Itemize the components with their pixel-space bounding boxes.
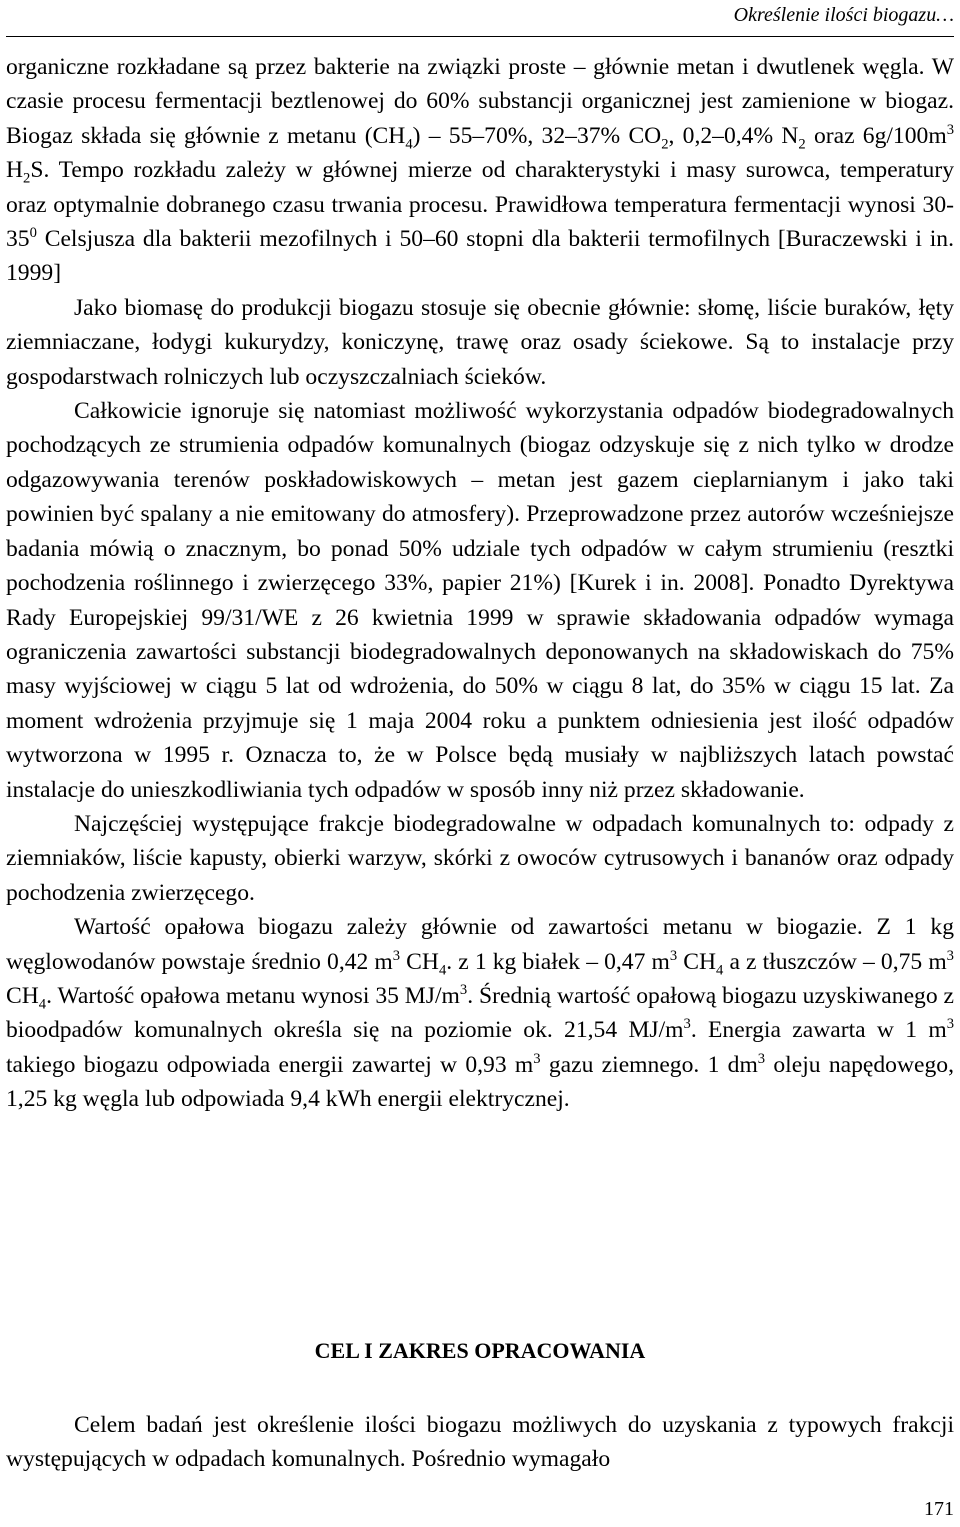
- document-page: [6, 0, 954, 1527]
- main-text: [6, 50, 954, 1117]
- paragraph-1: organiczne rozkładane są przez bakterie na związki proste – głównie metan i dwutlenek węgla. W czasie procesu fermentacji beztlenowej do 60% substancji organicznej jest zamienione w biogaz. Biogaz składa się głównie z metanu $(CH_4) - 55-70\%$, 32–37% $CO_2$, 0,2–0,4% $N_2$ oraz $6g/100m^3$ $H_2S$. Tempo rozkładu zależy w głównej mierze od charakterystyki i masy surowca, temperatury oraz optymalnie dobranego czasu trwania procesu. Prawidłowa temperatura fermentacji wynosi $30-35^0$ Celsjusza dla bakterii mezofilnych i 50–60 stopni dla bakterii termofilnych [Buraczewski i in. 1999]: [6, 54, 954, 287]
- section-text: [6, 1408, 954, 1477]
- paragraph-3: Całkowicie ignoruje się natomiast możliwość wykorzystania odpadów biodegradowalnych pochodzących ze strumienia odpadów komunalnych (biogaz odzyskuje się z nich tylko w drodze odgazowywania terenów poskładowiskowych – metan jest gazem cieplarnianym i jako taki powinien być spalany a nie emitowany do atmosfery). Przeprowadzone przez autorów wcześniejsze badania mówią o znacznym, bo ponad 50% udziale tych odpadów w całym strumieniu (resztki pochodzenia roślinnego i zwierzęcego 33%, papier 21%) [Kurek i in. 2008]. Ponadto Dyrektywa Rady Europejskiej 99/31/WE z 26 kwietnia 1999 w sprawie składowania odpadów wymaga ograniczenia zawartości substancji biodegradowalnych deponowanych na składowiskach do 75% masy wyjściowej w ciągu 5 lat od wdrożenia, do 50% w ciągu 8 lat, do 35% w ciągu 15 lat. Za moment wdrożenia przyjmuje się 1 maja 2004 roku a punktem odniesienia jest ilość odpadów wytworzona w 1995 r. Oznacza to, że w Polsce będą musiały w najbliższych latach powstać instalacje do unieszkodliwiania tych odpadów w sposób inny niż przez składowanie.: [6, 398, 954, 803]
- paragraph-6: Celem badań jest określenie ilości biogazu możliwych do uzyskania z typowych frakcji występujących w odpadach komunalnych. Pośrednio wymagało: [6, 1412, 954, 1473]
- section-heading: CEL I ZAKRES OPRACOWANIA: [314, 1338, 646, 1363]
- paragraph-2: Jako biomasę do produkcji biogazu stosuje się obecnie głównie: słomę, liście buraków, łęty ziemniaczane, łodygi kukurydzy, koniczynę, trawę oraz osady ściekowe. Są to instalacje przy gospodarstwach rolniczych lub oczyszczalniach ścieków.: [6, 294, 954, 390]
- header-rule: [6, 36, 954, 37]
- running-header: Określenie ilości biogazu…: [733, 4, 954, 26]
- paragraph-5: Wartość opałowa biogazu zależy głównie od zawartości metanu w biogazie. Z 1 kg węglowodanów powstaje średnio 0,42 $m^3$ $CH_4$. z 1 kg białek – 0,47 $m^3$ $CH_4$ a z tłuszczów – 0,75 $m^3$ $CH_4$. Wartość opałowa metanu wynosi 35 $MJ/m^3$. Średnią wartość opałową biogazu uzyskiwanego z bioodpadów komunalnych określa się na poziomie ok. 21,54 $MJ/m^3$. Energia zawarta w 1 $m^3$ takiego biogazu odpowiada energii zawartej w 0,93 $m^3$ gazu ziemnego. 1 $dm^3$ oleju napędowego, 1,25 kg węgla lub odpowiada 9,4 kWh energii elektrycznej.: [6, 914, 955, 1113]
- paragraph-4: Najczęściej występujące frakcje biodegradowalne w odpadach komunalnych to: odpady z ziemniaków, liście kapusty, obierki warzyw, skórki z owoców cytrusowych i bananów oraz odpady pochodzenia zwierzęcego.: [6, 810, 954, 906]
- page-number: 171: [924, 1498, 954, 1520]
